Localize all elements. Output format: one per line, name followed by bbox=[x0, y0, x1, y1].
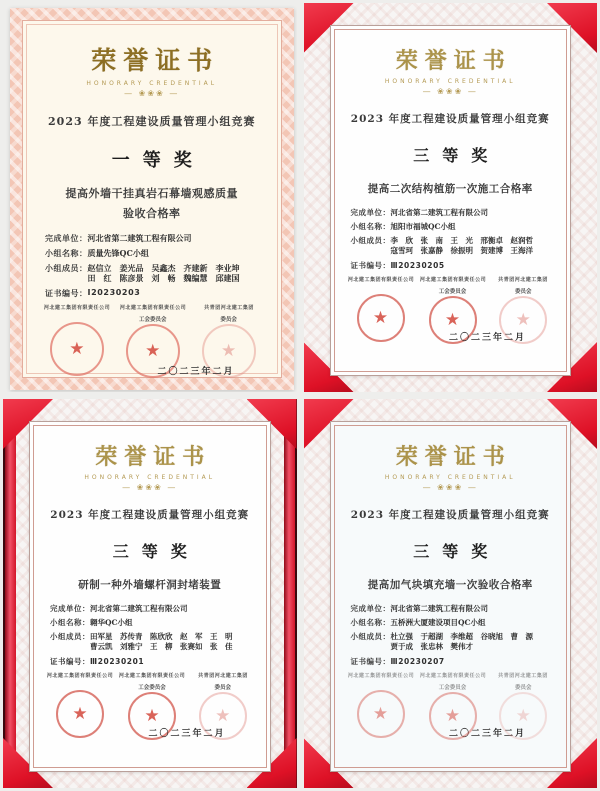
folder-edge bbox=[284, 399, 297, 788]
certificate-title: 荣誉证书 bbox=[395, 48, 512, 74]
star-icon: ★ bbox=[215, 705, 231, 726]
round-seal-icon bbox=[357, 690, 405, 738]
field-team-label: 小组名称： bbox=[350, 222, 391, 232]
certificate-subtitle-en: HONORARY CREDENTIAL bbox=[384, 474, 516, 481]
ornate-pink-frame bbox=[10, 8, 294, 390]
certificate-paper bbox=[330, 25, 572, 376]
field-certno-label: 证书编号： bbox=[350, 260, 391, 270]
stamp-subcaption: 委员会 bbox=[515, 684, 532, 691]
members-line2: 贾于成 张忠林 樊伟才 bbox=[390, 642, 473, 652]
field-members-label: 小组成员： bbox=[350, 236, 391, 246]
field-certno-label: 证书编号： bbox=[50, 656, 90, 666]
stamp-caption: 河北建工集团有限责任公司 bbox=[347, 276, 414, 283]
issue-date: 二〇二三年二月 bbox=[448, 332, 526, 343]
star-icon: ★ bbox=[69, 338, 85, 359]
certificate-fields bbox=[351, 604, 555, 667]
project-title-line1: 提高二次结构植筋一次施工合格率 bbox=[367, 183, 533, 195]
round-seal-icon bbox=[357, 294, 405, 342]
certificate-top-left bbox=[3, 3, 297, 392]
field-members-label: 小组成员： bbox=[50, 632, 90, 642]
certificate-paper bbox=[29, 421, 271, 772]
field-team bbox=[351, 222, 555, 232]
field-certno bbox=[351, 261, 555, 271]
round-seal-icon bbox=[56, 690, 104, 738]
star-icon: ★ bbox=[144, 705, 160, 726]
field-unit bbox=[50, 604, 254, 614]
certificate-paper bbox=[330, 421, 572, 772]
competition-line: 2023 年度工程建设质量管理小组竞赛 bbox=[50, 509, 250, 521]
star-icon: ★ bbox=[372, 307, 389, 328]
stamp-caption: 河北建工集团有限责任公司 bbox=[347, 672, 414, 679]
certificate-subtitle-en: HONORARY CREDENTIAL bbox=[84, 474, 216, 481]
field-unit-value: 河北省第二建筑工程有限公司 bbox=[87, 233, 192, 243]
field-unit-label: 完成单位： bbox=[50, 604, 90, 613]
star-icon: ★ bbox=[444, 309, 461, 330]
stamp-row bbox=[345, 671, 559, 740]
stamp-caption: 共青团河北建工集团 bbox=[498, 672, 549, 679]
issue-date: 二〇二三年二月 bbox=[448, 728, 526, 739]
field-certno-value: Ⅲ20230205 bbox=[390, 260, 445, 270]
stamp-subcaption: 工会委员会 bbox=[138, 316, 167, 323]
field-unit-value: 河北省第二建筑工程有限公司 bbox=[390, 604, 488, 613]
certificate-fields bbox=[45, 233, 263, 299]
field-unit-label: 完成单位： bbox=[350, 208, 391, 217]
field-unit bbox=[45, 233, 263, 244]
certificate-fields bbox=[50, 604, 254, 667]
stamp-company bbox=[44, 671, 116, 738]
field-certno-value: Ⅲ20230207 bbox=[390, 656, 445, 666]
round-seal-icon bbox=[50, 322, 104, 376]
stamp-caption: 河北建工集团有限责任公司 bbox=[43, 305, 111, 311]
issue-date: 二〇二三年二月 bbox=[148, 728, 226, 739]
round-seal-icon bbox=[429, 692, 477, 740]
star-icon: ★ bbox=[145, 340, 161, 361]
field-certno-value: Ⅰ20230203 bbox=[87, 288, 141, 298]
stamp-caption: 河北建工集团有限责任公司 bbox=[419, 672, 486, 679]
competition-line: 2023 年度工程建设质量管理小组竞赛 bbox=[350, 509, 550, 521]
certificate-title: 荣誉证书 bbox=[95, 444, 212, 470]
field-team-value: 翱华QC小组 bbox=[90, 618, 133, 628]
star-icon: ★ bbox=[444, 705, 461, 726]
field-team bbox=[45, 248, 263, 259]
stamp-caption: 河北建工集团有限责任公司 bbox=[419, 276, 486, 283]
stamp-caption: 河北建工集团有限责任公司 bbox=[46, 672, 114, 679]
star-icon: ★ bbox=[515, 309, 531, 330]
field-team-value: 质量先锋QC小组 bbox=[87, 247, 149, 258]
field-certno-label: 证书编号： bbox=[45, 288, 88, 299]
field-certno bbox=[351, 657, 555, 667]
field-team-label: 小组名称： bbox=[50, 618, 90, 628]
field-team-label: 小组名称： bbox=[45, 247, 88, 258]
round-seal-icon bbox=[499, 692, 547, 740]
stamp-subcaption: 工会委员会 bbox=[438, 288, 467, 295]
members-line2: 曹云凯 刘雅宁 王 柳 张赛如 张 佳 bbox=[90, 642, 233, 652]
star-icon: ★ bbox=[220, 340, 237, 361]
ornament-divider: — ❀❀❀ — bbox=[122, 483, 178, 492]
award-grade: 一等奖 bbox=[111, 150, 205, 171]
certificate-bottom-right bbox=[304, 399, 598, 788]
ornament-divider: — ❀❀❀ — bbox=[422, 87, 478, 96]
issue-date: 二〇二三年二月 bbox=[157, 366, 235, 377]
field-unit bbox=[351, 208, 555, 218]
award-grade: 三等奖 bbox=[413, 146, 501, 165]
award-grade: 三等奖 bbox=[413, 542, 501, 561]
stamp-company bbox=[345, 671, 417, 738]
members-line1: 田军星 苏传青 陈欣欣 赵 军 王 明 bbox=[90, 632, 233, 642]
certificate-subtitle-en: HONORARY CREDENTIAL bbox=[384, 78, 516, 85]
field-certno-value: Ⅲ20230201 bbox=[90, 656, 145, 666]
ornament-divider: — ❀❀❀ — bbox=[124, 89, 180, 98]
field-team-value: 五桥洲大厦建设项目QC小组 bbox=[390, 618, 486, 628]
project-title-line1: 提高加气块填充墙一次验收合格率 bbox=[367, 579, 533, 591]
field-unit bbox=[351, 604, 555, 614]
stamp-caption: 河北建工集团有限责任公司 bbox=[119, 305, 186, 311]
field-team bbox=[50, 618, 254, 628]
field-unit-value: 河北省第二建筑工程有限公司 bbox=[90, 604, 188, 613]
members-line1: 李 欣 张 南 王 光 邢衡卓 赵润哲 bbox=[390, 236, 533, 246]
certificate-top-right bbox=[304, 3, 598, 392]
stamp-caption: 共青团河北建工集团 bbox=[197, 672, 248, 679]
field-members bbox=[351, 236, 555, 256]
field-team bbox=[351, 618, 555, 628]
competition-line: 2023 年度工程建设质量管理小组竞赛 bbox=[350, 113, 550, 125]
stamp-youth-league bbox=[489, 671, 558, 740]
field-members-label: 小组成员： bbox=[350, 632, 391, 642]
stamp-company bbox=[345, 275, 417, 342]
stamp-caption: 共青团河北建工集团 bbox=[203, 305, 254, 311]
field-members-label: 小组成员： bbox=[45, 262, 88, 273]
field-members bbox=[351, 632, 555, 652]
award-grade: 三等奖 bbox=[112, 542, 200, 561]
competition-line: 2023 年度工程建设质量管理小组竞赛 bbox=[48, 115, 256, 128]
field-certno bbox=[45, 288, 263, 299]
field-team-value: 旭阳市福城QC小组 bbox=[390, 222, 456, 232]
stamp-subcaption: 工会委员会 bbox=[138, 684, 166, 691]
certificate-fields bbox=[351, 208, 555, 271]
ornament-divider: — ❀❀❀ — bbox=[422, 483, 478, 492]
star-icon: ★ bbox=[372, 703, 389, 724]
members-line2: 田 红 陈彦景 刘 畅 魏编慧 邱建国 bbox=[87, 273, 240, 284]
certificate-bottom-left bbox=[3, 399, 297, 788]
field-certno-label: 证书编号： bbox=[350, 656, 391, 666]
field-members-value bbox=[88, 263, 263, 285]
field-team-label: 小组名称： bbox=[350, 618, 391, 628]
members-line1: 赵信立 姜光品 吴鑫杰 齐建新 李业坤 bbox=[87, 262, 240, 273]
star-icon: ★ bbox=[72, 703, 88, 724]
field-members-value bbox=[391, 236, 555, 256]
stamp-subcaption: 委员会 bbox=[214, 684, 232, 691]
members-line1: 杜立强 于超湖 李维超 谷晓旭 曹 源 bbox=[390, 632, 533, 642]
project-title-line1: 研制一种外墙螺杆洞封堵装置 bbox=[78, 579, 222, 591]
stamp-subcaption: 工会委员会 bbox=[438, 684, 467, 691]
project-title-line1: 提高外墙干挂真岩石幕墙观感质量 bbox=[65, 187, 238, 200]
field-members bbox=[50, 632, 254, 652]
field-unit-label: 完成单位： bbox=[350, 604, 391, 613]
certificate-paper bbox=[22, 20, 282, 378]
star-icon: ★ bbox=[515, 705, 531, 726]
field-members-value bbox=[90, 632, 254, 652]
folder-edge bbox=[3, 399, 16, 788]
stamp-caption: 河北建工集团有限责任公司 bbox=[118, 672, 186, 679]
members-line2: 寇雪珂 张嘉静 徐振明 贺建博 王海洋 bbox=[390, 246, 533, 256]
certificate-title: 荣誉证书 bbox=[91, 46, 220, 75]
field-members bbox=[45, 263, 263, 285]
stamp-subcaption: 委员会 bbox=[220, 316, 237, 323]
stamp-subcaption: 委员会 bbox=[515, 288, 532, 295]
certificate-subtitle-en: HONORARY CREDENTIAL bbox=[86, 80, 218, 87]
field-unit-value: 河北省第二建筑工程有限公司 bbox=[390, 208, 488, 217]
field-certno bbox=[50, 657, 254, 667]
stamp-caption: 共青团河北建工集团 bbox=[498, 276, 549, 283]
field-unit-label: 完成单位： bbox=[45, 233, 88, 243]
stamp-union bbox=[417, 671, 489, 740]
field-members-value bbox=[391, 632, 555, 652]
project-title-line2: 验收合格率 bbox=[123, 207, 181, 220]
certificate-title: 荣誉证书 bbox=[395, 444, 512, 470]
stamp-company bbox=[39, 303, 115, 376]
